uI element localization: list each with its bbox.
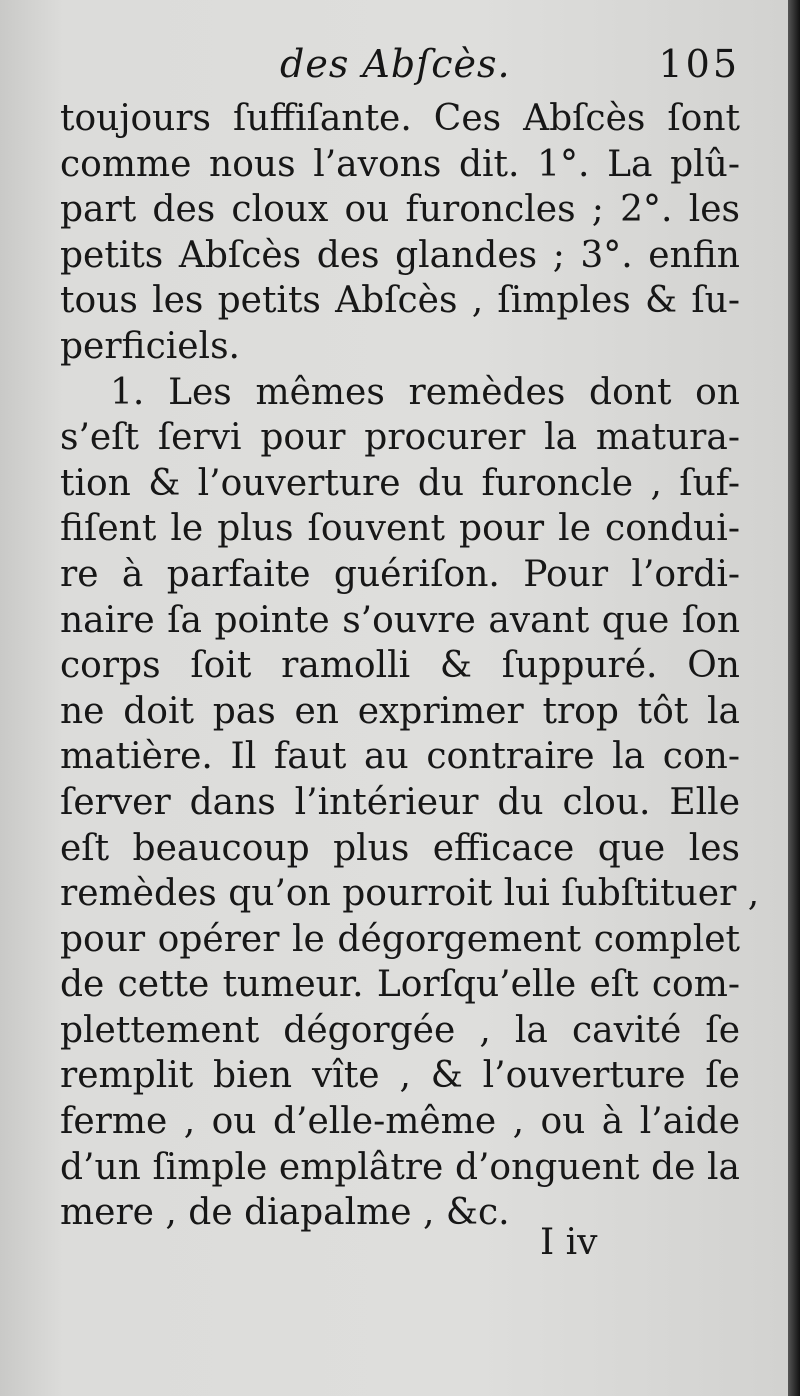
page-number: 105 [658, 42, 740, 86]
text-line: fiſent le plus ſouvent pour le condui- [60, 508, 740, 550]
text-line: eſt beaucoup plus efficace que les [60, 827, 740, 869]
text-line: s’eſt ſervi pour procurer la matura- [60, 417, 740, 459]
text-line: pour opérer le dégorgement complet [60, 918, 740, 960]
text-line: de cette tumeur. Lorſqu’elle eſt com- [60, 964, 740, 1006]
text-line: part des cloux ou furoncles ; 2°. les [60, 189, 740, 231]
signature-mark: I iv [540, 1222, 598, 1263]
text-line: remèdes qu’on pourroit lui ſubſtituer , [60, 873, 760, 915]
book-gutter [788, 0, 800, 1396]
text-line: ne doit pas en exprimer trop tôt la [60, 690, 740, 732]
text-line: toujours ſuffiſante. Ces Abſcès ſont [60, 98, 740, 139]
page-header [60, 42, 740, 92]
text-line: plettement dégorgée , la cavité ſe [60, 1009, 740, 1051]
text-line: comme nous l’avons dit. 1°. La plû- [60, 143, 740, 185]
text-line: tous les petits Abſcès , ſimples & ſu- [60, 280, 740, 322]
text-line: corps ſoit ramolli & ſuppuré. On [60, 645, 740, 687]
text-line: ferme , ou d’elle-même , ou à l’aide [60, 1101, 740, 1143]
text-line: petits Abſcès des glandes ; 3°. enfin [60, 234, 740, 276]
text-line: 1. Les mêmes remèdes dont on [110, 371, 740, 413]
text-line: perficiels. [60, 325, 240, 367]
running-head: des Abſcès. [280, 42, 511, 86]
text-line: d’un ſimple emplâtre d’onguent de la [60, 1146, 740, 1188]
paragraph-2 [60, 370, 760, 1236]
text-line: tion & l’ouverture du furoncle , ſuf- [60, 462, 740, 504]
text-line: ſerver dans l’intérieur du clou. Elle [60, 781, 740, 823]
text-line: remplit bien vîte , & l’ouverture ſe [60, 1055, 740, 1097]
text-line: naire ſa pointe s’ouvre avant que ſon [60, 599, 740, 641]
text-line: matière. Il faut au contraire la con- [60, 736, 740, 778]
body-text [60, 96, 760, 1236]
text-line: re à parfaite guériſon. Pour l’ordi- [60, 553, 740, 595]
paragraph-1 [60, 96, 740, 370]
text-line: mere , de diapalme , &c. [60, 1192, 510, 1234]
